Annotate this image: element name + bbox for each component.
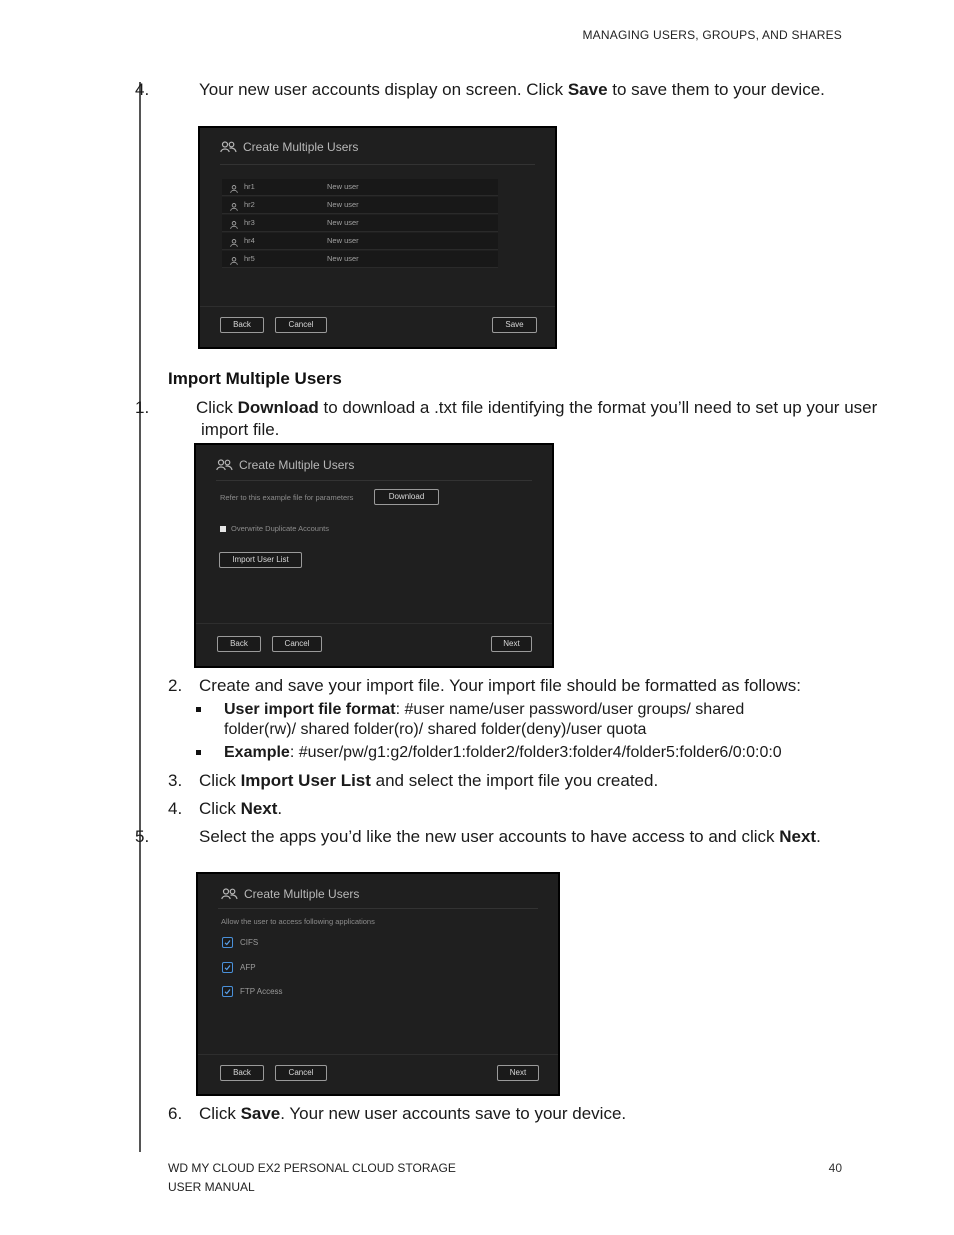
step-text: and select the import file you created. bbox=[370, 771, 659, 790]
step-number: 5. bbox=[135, 827, 150, 846]
app-checkbox-cifs[interactable] bbox=[222, 937, 233, 948]
user-row[interactable] bbox=[222, 215, 498, 232]
users-icon bbox=[220, 141, 237, 153]
app-checkbox-ftp[interactable] bbox=[222, 986, 233, 997]
step-text: Click bbox=[199, 771, 241, 790]
step-2-create-file bbox=[168, 675, 868, 697]
step-4-next bbox=[168, 798, 848, 820]
refer-text: Refer to this example file for parameters bbox=[220, 493, 354, 502]
step-bold: Next bbox=[779, 827, 817, 846]
next-button[interactable]: Next bbox=[491, 636, 532, 652]
footer-line-1: WD MY CLOUD EX2 PERSONAL CLOUD STORAGE bbox=[168, 1161, 456, 1175]
next-button[interactable]: Next bbox=[497, 1065, 539, 1081]
app-label: AFP bbox=[240, 963, 256, 972]
user-icon bbox=[230, 255, 238, 271]
step-number: 4. bbox=[168, 799, 183, 818]
dialog-title bbox=[220, 140, 358, 154]
step-text: to download a .txt file identifying the format you’ll need to set up your user import file. bbox=[201, 398, 878, 439]
user-name: hr2 bbox=[244, 200, 255, 209]
user-row[interactable] bbox=[222, 251, 498, 268]
running-header: MANAGING USERS, GROUPS, AND SHARES bbox=[582, 28, 842, 42]
overwrite-checkbox[interactable] bbox=[220, 526, 226, 532]
bullet-text: : #user name/user password/user groups/ shared folder(rw)/ shared folder(ro)/ shared folder(deny)/user quota bbox=[224, 701, 745, 738]
step-text: Click bbox=[199, 1104, 241, 1123]
step-1-download bbox=[135, 397, 881, 441]
user-desc: New user bbox=[327, 182, 359, 191]
step-bold: Next bbox=[240, 799, 278, 818]
user-desc: New user bbox=[327, 200, 359, 209]
dialog-title bbox=[221, 887, 359, 901]
dialog-app-access bbox=[196, 872, 560, 1096]
footer-line-2: USER MANUAL bbox=[168, 1180, 255, 1194]
dialog-import-users bbox=[194, 443, 554, 668]
step-6-save bbox=[168, 1103, 848, 1125]
step-text: Click bbox=[199, 799, 241, 818]
step-4-save bbox=[135, 79, 841, 101]
dialog-create-users-list bbox=[198, 126, 557, 349]
step-text: . bbox=[277, 799, 283, 818]
footer-divider bbox=[200, 306, 555, 307]
footer-divider bbox=[196, 623, 552, 624]
cancel-button[interactable]: Cancel bbox=[275, 317, 327, 333]
app-label: FTP Access bbox=[240, 987, 283, 996]
user-name: hr3 bbox=[244, 218, 255, 227]
title-divider bbox=[220, 164, 535, 165]
user-name: hr1 bbox=[244, 182, 255, 191]
user-desc: New user bbox=[327, 254, 359, 263]
step-text: Your new user accounts display on screen. Click bbox=[199, 80, 568, 99]
import-user-list-button[interactable]: Import User List bbox=[219, 552, 302, 568]
step-3-import bbox=[168, 770, 848, 792]
user-desc: New user bbox=[327, 236, 359, 245]
users-icon bbox=[221, 888, 238, 900]
step-text: Click bbox=[196, 398, 238, 417]
page-number: 40 bbox=[828, 1161, 842, 1175]
user-desc: New user bbox=[327, 218, 359, 227]
step-number: 6. bbox=[168, 1104, 183, 1123]
step-number: 4. bbox=[135, 80, 150, 99]
user-name: hr5 bbox=[244, 254, 255, 263]
app-checkbox-afp[interactable] bbox=[222, 962, 233, 973]
step-text: to save them to your device. bbox=[607, 80, 825, 99]
step-bold: Import User List bbox=[240, 771, 371, 790]
dialog-title-text: Create Multiple Users bbox=[239, 458, 355, 472]
back-button[interactable]: Back bbox=[220, 1065, 264, 1081]
title-divider bbox=[218, 908, 538, 909]
dialog-title-text: Create Multiple Users bbox=[244, 887, 360, 901]
allow-text: Allow the user to access following applications bbox=[221, 917, 375, 926]
bullet-bold: Example bbox=[224, 744, 290, 761]
dialog-title bbox=[216, 458, 354, 472]
step-bold: Download bbox=[237, 398, 319, 417]
back-button[interactable]: Back bbox=[217, 636, 261, 652]
section-title: Import Multiple Users bbox=[168, 369, 342, 388]
user-row[interactable] bbox=[222, 233, 498, 250]
user-name: hr4 bbox=[244, 236, 255, 245]
footer-divider bbox=[198, 1054, 558, 1055]
users-icon bbox=[216, 459, 233, 471]
cancel-button[interactable]: Cancel bbox=[275, 1065, 327, 1081]
step-text: Select the apps you’d like the new user accounts to have access to and click bbox=[199, 827, 780, 846]
step-number: 2. bbox=[168, 676, 183, 695]
overwrite-label: Overwrite Duplicate Accounts bbox=[231, 524, 329, 533]
step-number: 3. bbox=[168, 771, 183, 790]
download-button[interactable]: Download bbox=[374, 489, 439, 505]
step-text: Create and save your import file. Your import file should be formatted as follows: bbox=[199, 676, 801, 695]
step-text: . bbox=[816, 827, 821, 846]
bullet-bold: User import file format bbox=[224, 701, 396, 718]
bullet-example bbox=[199, 743, 859, 763]
bullet-marker bbox=[196, 707, 201, 712]
step-5-apps bbox=[135, 826, 861, 848]
margin-rule bbox=[139, 82, 141, 1152]
footer-title bbox=[168, 1159, 456, 1197]
user-row[interactable] bbox=[222, 197, 498, 214]
title-divider bbox=[216, 480, 532, 481]
user-row[interactable] bbox=[222, 179, 498, 196]
back-button[interactable]: Back bbox=[220, 317, 264, 333]
step-number: 1. bbox=[135, 398, 150, 417]
dialog-title-text: Create Multiple Users bbox=[243, 140, 359, 154]
bullet-format bbox=[199, 700, 819, 740]
app-label: CIFS bbox=[240, 938, 259, 947]
bullet-marker bbox=[196, 750, 201, 755]
save-button[interactable]: Save bbox=[492, 317, 537, 333]
step-bold: Save bbox=[567, 80, 608, 99]
cancel-button[interactable]: Cancel bbox=[272, 636, 322, 652]
bullet-text: : #user/pw/g1:g2/folder1:folder2/folder3:folder4/folder5:folder6/0:0:0:0 bbox=[289, 744, 782, 761]
step-text: . Your new user accounts save to your device. bbox=[280, 1104, 627, 1123]
step-bold: Save bbox=[240, 1104, 281, 1123]
